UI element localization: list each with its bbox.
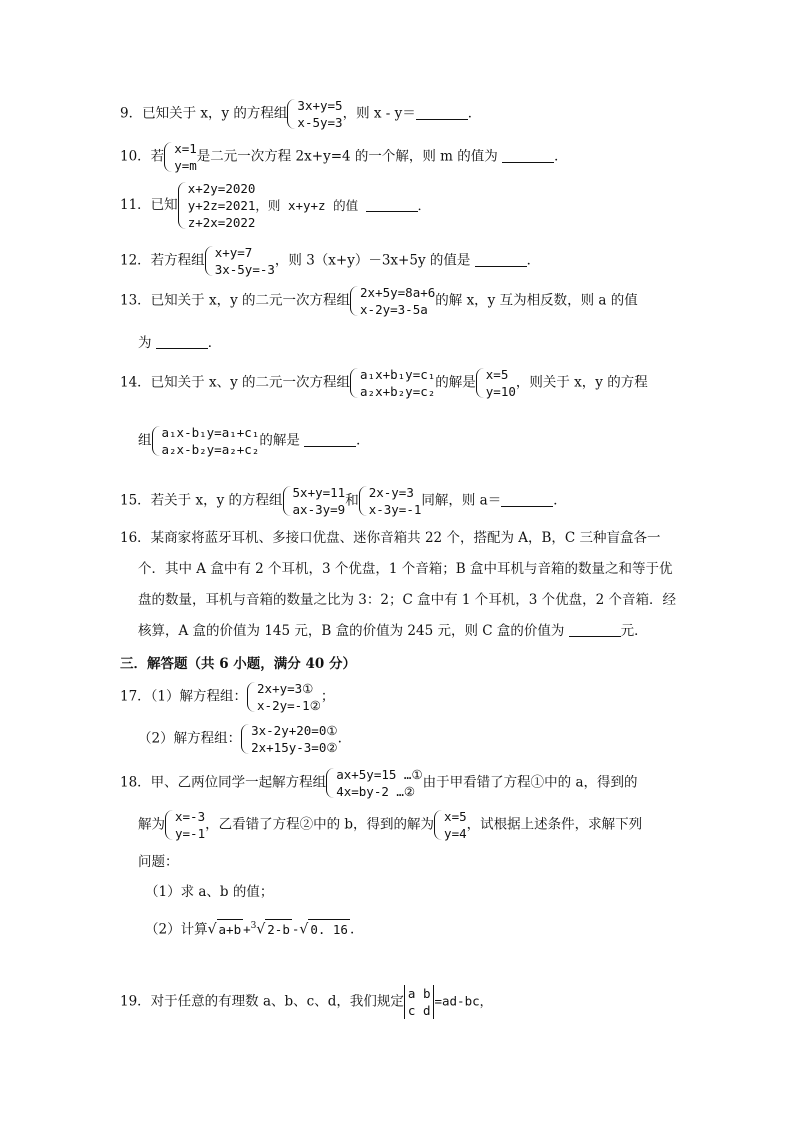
- question-10: 10．若 x=1 y=m 是二元一次方程 2x+y=4 的一个解，则 m 的值为 ．: [120, 141, 568, 173]
- solution-system: x=-3 y=-1: [165, 808, 205, 842]
- question-18-line2: 解为 x=-3 y=-1 ，乙看错了方程②中的 b，得到的解为 x=5 y=4 ，试根据上述条件，求解下列: [138, 809, 643, 841]
- equation-system: 2x-y=3 x-3y=-1: [359, 484, 422, 518]
- question-13-line2: 为 ．: [138, 335, 222, 351]
- sqrt-symbol: √: [299, 921, 309, 938]
- equation-system: 3x-2y+20=0① 2x+15y-3=0②: [241, 722, 337, 756]
- question-18: 18．甲、乙两位同学一起解方程组 ax+5y=15 …① 4x=by-2 …② 由于甲看错了方程①中的 a，得到的: [120, 767, 638, 799]
- question-14-line2: 组 a₁x-b₁y=a₁+c₁ a₂x-b₂y=a₂+c₂ 的解是 ．: [138, 425, 370, 457]
- equation-system: 5x+y=11 ax-3y=9: [283, 484, 346, 518]
- equation-system: x+2y=2020 y+2z=2021，则 x+y+z 的值 ． z+2x=2022: [178, 180, 430, 231]
- equation-system: 3x+y=5 x-5y=3: [287, 97, 342, 131]
- determinant: a b c d: [404, 985, 435, 1019]
- equation-system: ax+5y=15 …① 4x=by-2 …②: [326, 766, 422, 800]
- question-17-part2: （2）解方程组： 3x-2y+20=0① 2x+15y-3=0② .: [138, 723, 342, 755]
- question-17-part1: 17．（1）解方程组： 2x+y=3① x-2y=-1② ；: [120, 681, 335, 713]
- cube-root-symbol: √: [256, 921, 266, 938]
- question-18-sub2: （2）计算√ a+b +$^3$√ 2-b -√ 0. 16 .: [145, 916, 354, 940]
- equation-system: x+y=7 3x-5y=-3: [205, 244, 275, 278]
- answer-blank: [416, 105, 468, 120]
- question-16-line1: 16．某商家将蓝牙耳机、多接口优盘、迷你音箱共 22 个，搭配为 A，B，C 三种盲盒各一: [120, 530, 661, 546]
- equation-system: x=1 y=m: [164, 140, 197, 174]
- equation-system: 2x+y=3① x-2y=-1②: [247, 680, 321, 714]
- answer-blank: [304, 432, 356, 447]
- answer-blank: [502, 148, 554, 163]
- answer-blank: [569, 622, 621, 637]
- equation-system: 2x+5y=8a+6 x-2y=3-5a: [350, 284, 435, 318]
- answer-blank: [501, 492, 553, 507]
- question-18-line3: 问题：: [138, 854, 179, 870]
- solution-system: x=5 y=4: [434, 808, 467, 842]
- question-16-line3: 盘的数量，耳机与音箱的数量之比为 3：2；C 盒中有 1 个耳机，3 个优盘，2 个音箱．经: [138, 592, 677, 608]
- question-14: 14．已知关于 x、y 的二元一次方程组 a₁x+b₁y=c₁ a₂x+b₂y=c₂ 的解是 x=5 y=10 ，则关于 x，y 的方程: [120, 367, 648, 399]
- question-11: 11．已知 x+2y=2020 y+2z=2021，则 x+y+z 的值 ． z+2x=2022: [120, 181, 431, 230]
- answer-blank: [475, 252, 527, 267]
- question-15: 15．若关于 x，y 的方程组 5x+y=11 ax-3y=9 和 2x-y=3 x-3y=-1 同解，则 a＝ ．: [120, 485, 567, 517]
- question-13: 13．已知关于 x，y 的二元一次方程组 2x+5y=8a+6 x-2y=3-5a 的解 x，y 互为相反数，则 a 的值: [120, 285, 638, 317]
- section-heading: 三．解答题（共 6 小题，满分 40 分）: [120, 656, 356, 672]
- solution-system: x=5 y=10: [476, 366, 516, 400]
- equation-system: a₁x-b₁y=a₁+c₁ a₂x-b₂y=a₂+c₂: [152, 424, 260, 458]
- question-9: 9．已知关于 x，y 的方程组 3x+y=5 x-5y=3 ，则 x - y＝ ．: [120, 98, 482, 130]
- question-12: 12．若方程组 x+y=7 3x-5y=-3 ，则 3（x+y）－3x+5y 的值是 ．: [120, 245, 541, 277]
- answer-blank: [156, 334, 208, 349]
- question-16-line4: 核算，A 盒的价值为 145 元，B 盒的价值为 245 元，则 C 盒的价值为 元．: [138, 623, 648, 639]
- equation-system: a₁x+b₁y=c₁ a₂x+b₂y=c₂: [350, 366, 435, 400]
- answer-blank: [366, 197, 418, 212]
- sqrt-symbol: √: [207, 921, 217, 938]
- question-19: 19．对于任意的有理数 a、b、c、d，我们规定 a b c d =ad-bc，: [120, 986, 493, 1018]
- question-16-line2: 个．其中 A 盒中有 2 个耳机，3 个优盘，1 个音箱；B 盒中耳机与音箱的数量之和等于优: [138, 561, 673, 577]
- question-18-sub1: （1）求 a、b 的值；: [145, 884, 274, 900]
